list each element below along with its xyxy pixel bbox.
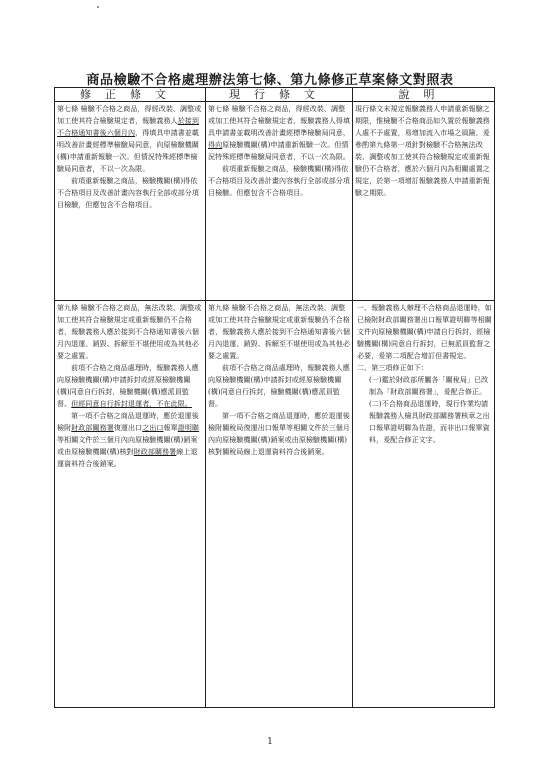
article-9-note bbox=[353, 301, 495, 708]
comparison-table bbox=[54, 87, 495, 708]
amended-text: 之出口 bbox=[142, 424, 164, 432]
document-title: 商品檢驗不合格處理辦法第七條、第九條修正草案條文對照表 bbox=[86, 73, 454, 88]
amended-text: 證明聯 bbox=[177, 424, 200, 432]
article-9-revised-para3 bbox=[57, 410, 203, 470]
article-9-current-para2: 前項不合格之商品處理時，報驗義務人應向原檢驗機關(構)申請拆封或經原檢驗機關(構)同意自行拆封，檢驗機關(構)應派員監督。 bbox=[208, 364, 350, 408]
article-9-note-item1: 一、報驗義務人辦理不合格商品退運時，如已檢附財政部關務署出口報單證明聯等相關文件向原檢驗機關(構)申請自行拆封，經檢驗機關(構)同意自行拆封，已無派員監督之必要，爰第二項配合增訂但書規定。 bbox=[357, 304, 492, 360]
article-7-row bbox=[55, 102, 495, 301]
article-9-note-item2: 二、第三項修正如下： bbox=[357, 364, 428, 372]
header-current: 現行條文 bbox=[206, 88, 353, 102]
text-run: 前項不合格之商品處理時，報驗義務人應向原檢驗機關(構)申請拆封或經原檢驗機關(構)同意自行拆封，檢驗機關(構)應派員監督。 bbox=[57, 364, 199, 408]
text-run: ，得填具申請書並載明改善計畫經標準檢驗局同意，向原檢驗機關(構)申請重新報驗一次。但情況特殊經標準檢驗局同意者，不以一次為限。 bbox=[57, 129, 200, 173]
article-7-note bbox=[353, 102, 495, 301]
text-run: 報單 bbox=[163, 424, 178, 432]
article-9-current bbox=[206, 301, 353, 708]
page-number: 1 bbox=[267, 737, 273, 747]
amended-text: 財政部關務署 bbox=[71, 424, 114, 432]
text-run: 第七條 檢驗不合格之商品，得經改裝、調整或加工使其符合檢驗規定者，報驗義務人得填具申請書並載明改善計畫經標準檢驗局同意， bbox=[208, 105, 350, 137]
amended-text: 但經同意自行拆封退運者，不在此限。 bbox=[71, 400, 192, 408]
article-7-revised-para1 bbox=[57, 103, 203, 175]
text-run: 原檢驗機關(構)申請重新報驗一次。但情況特殊經標準檢驗局同意者，不以一次為限。 bbox=[208, 141, 350, 161]
article-9-revised-para2 bbox=[57, 362, 203, 410]
article-9-revised-para1: 第九條 檢驗不合格之商品，無法改裝、調整或加工使其符合檢驗規定或重新報驗仍不合格者，報驗義務人應於接到不合格通知書後六個月內退運、銷毀、拆解至不堪使用或為其他必要之處置。 bbox=[57, 304, 202, 360]
amended-text: 財政部關務署 bbox=[133, 448, 177, 456]
text-run: 第七條 檢驗不合格之商品，得經改裝、調整或加工使其符合檢驗規定者，報驗義務人 bbox=[57, 105, 202, 125]
header-row bbox=[55, 88, 495, 102]
article-9-note-sub1: (一)鑑於財政部所屬各「關稅局」已改制為「財政部關務署」，爰配合修正。 bbox=[369, 376, 489, 396]
article-7-note-text: 現行條文未規定報驗義務人申請重新報驗之期限，惟檢驗不合格商品如久置於報驗義務人處不予處置，易增加流入市場之風險，爰參酌第九條第一項針對檢驗不合格無法改裝、調整或加工使其符合檢驗規定或重新報驗仍不合格者，應於六個月內為相關處置之規定，於第一項增訂報驗義務人申請重新報驗之期限。 bbox=[355, 105, 490, 197]
text-run: 等相關文件於三個月內向原檢驗機關(構)銷案或由原檢驗機關(構)核對 bbox=[57, 436, 198, 456]
article-7-current-para2: 前項重新報驗之商品，檢驗機關(構)得依不合格項目及改善計畫內容執行全部或部分項目檢驗。但應包含不合格項目。 bbox=[208, 165, 350, 197]
scan-speck bbox=[97, 6, 99, 8]
article-9-note-sub2: (二)不合格商品退運時，現行作業均請報驗義務人檢具財政部關務署核章之出口報單證明聯為佐證，而非出口報單資料，爰配合修正文字。 bbox=[369, 400, 490, 444]
article-9-current-para3: 第一項不合格之商品退運時，應於退運後檢附關稅局復運出口報單等相關文件於三個月內向原檢驗機關(構)銷案或由原檢驗機關(構)核對關稅局線上退運資料符合後銷案。 bbox=[208, 412, 350, 456]
article-7-current bbox=[206, 102, 353, 301]
text-run: 第一項不合格之商品退運時，應於退運後檢附 bbox=[57, 412, 199, 432]
amended-text: 得向 bbox=[208, 141, 223, 149]
article-7-revised bbox=[55, 102, 206, 301]
text-run: 線上退運資料符合後銷案。 bbox=[57, 448, 198, 468]
text-run: 復運出口 bbox=[113, 424, 143, 432]
article-7-revised-para2: 前項重新報驗之商品，檢驗機關(構)得依不合格項目及改善計畫內容執行全部或部分項目檢驗，但應包含不合格項目。 bbox=[57, 177, 199, 209]
article-7-current-para1 bbox=[208, 103, 350, 163]
amended-text: 於接到不合格通知書後六個月內 bbox=[57, 117, 200, 137]
header-note: 說明 bbox=[353, 88, 495, 102]
article-9-current-para1: 第九條 檢驗不合格之商品，無法改裝、調整或加工使其符合檢驗規定或重新報驗仍不合格者，報驗義務人應於接到不合格通知書後六個月內退運、銷毀、拆解至不堪使用或為其他必要之處置。 bbox=[208, 304, 350, 360]
header-revised: 修正條文 bbox=[55, 88, 206, 102]
article-9-row bbox=[55, 301, 495, 708]
article-9-revised bbox=[55, 301, 206, 708]
